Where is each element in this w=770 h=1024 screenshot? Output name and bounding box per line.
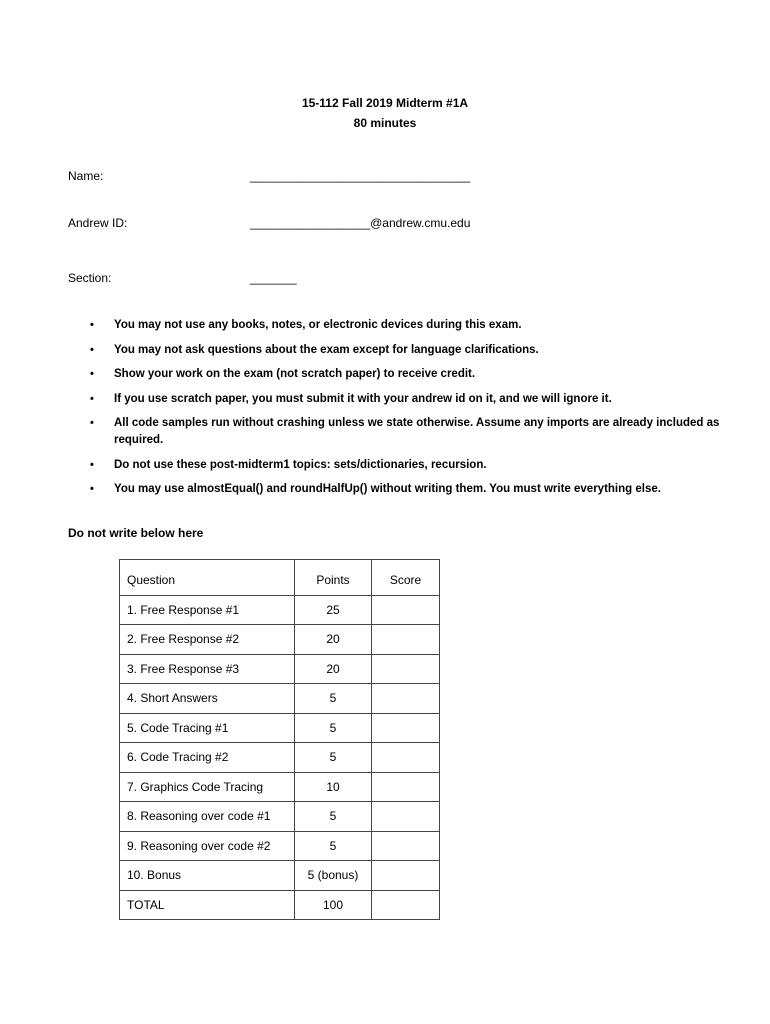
- rule-text: You may not ask questions about the exam except for language clarifications.: [114, 343, 539, 356]
- question-cell: 2. Free Response #2: [120, 625, 295, 655]
- question-cell: 9. Reasoning over code #2: [120, 831, 295, 861]
- points-cell: 25: [295, 595, 372, 625]
- exam-rules-list: [88, 317, 728, 506]
- bullet-icon: •: [90, 417, 94, 429]
- section-label: Section:: [68, 271, 112, 285]
- table-row: [120, 743, 440, 773]
- points-cell: 5: [295, 713, 372, 743]
- table-row: [120, 772, 440, 802]
- table-row: [120, 861, 440, 891]
- question-cell: 1. Free Response #1: [120, 595, 295, 625]
- exam-title: 15-112 Fall 2019 Midterm #1A: [301, 96, 469, 110]
- rule-item: [88, 366, 728, 383]
- question-cell: TOTAL: [120, 890, 295, 920]
- rule-item: [88, 457, 728, 474]
- table-row: [120, 802, 440, 832]
- score-cell[interactable]: [372, 713, 440, 743]
- rule-text: All code samples run without crashing unless we state otherwise. Assume any imports are already included as required.: [114, 417, 720, 446]
- rule-text: Do not use these post-midterm1 topics: sets/dictionaries, recursion.: [114, 458, 487, 471]
- andrew-id-field[interactable]: __________________@andrew.cmu.edu: [250, 216, 471, 230]
- score-cell[interactable]: [372, 684, 440, 714]
- score-cell[interactable]: [372, 772, 440, 802]
- column-header-score: Score: [372, 560, 440, 596]
- question-cell: 10. Bonus: [120, 861, 295, 891]
- table-row: [120, 831, 440, 861]
- exam-duration: 80 minutes: [353, 116, 417, 130]
- points-cell: 5: [295, 684, 372, 714]
- points-cell: 5 (bonus): [295, 861, 372, 891]
- score-cell[interactable]: [372, 861, 440, 891]
- question-cell: 6. Code Tracing #2: [120, 743, 295, 773]
- name-label: Name:: [68, 169, 104, 183]
- table-row: [120, 595, 440, 625]
- question-cell: 8. Reasoning over code #1: [120, 802, 295, 832]
- rule-item: [88, 317, 728, 334]
- question-cell: 5. Code Tracing #1: [120, 713, 295, 743]
- points-cell: 5: [295, 831, 372, 861]
- points-cell: 5: [295, 802, 372, 832]
- section-field[interactable]: _______: [250, 271, 297, 285]
- score-cell[interactable]: [372, 831, 440, 861]
- rule-item: [88, 342, 728, 359]
- rule-text: You may use almostEqual() and roundHalfUp() without writing them. You must write everything else.: [114, 483, 661, 495]
- rule-item: [88, 481, 728, 498]
- column-header-question: Question: [120, 560, 295, 596]
- table-row: [120, 713, 440, 743]
- question-cell: 7. Graphics Code Tracing: [120, 772, 295, 802]
- table-header-row: [120, 560, 440, 596]
- table-row-total: [120, 890, 440, 920]
- table-row: [120, 625, 440, 655]
- question-cell: 3. Free Response #3: [120, 654, 295, 684]
- points-cell: 10: [295, 772, 372, 802]
- rule-text: If you use scratch paper, you must submit it with your andrew id on it, and we will ignore it.: [114, 392, 612, 405]
- rule-item: [88, 391, 728, 408]
- bullet-icon: •: [90, 483, 94, 495]
- score-cell[interactable]: [372, 890, 440, 920]
- score-cell[interactable]: [372, 625, 440, 655]
- points-cell: 5: [295, 743, 372, 773]
- bullet-icon: •: [90, 392, 94, 405]
- bullet-icon: •: [90, 458, 94, 471]
- bullet-icon: •: [90, 343, 94, 356]
- bullet-icon: •: [90, 319, 94, 331]
- grader-note: Do not write below here: [68, 526, 204, 540]
- score-cell[interactable]: [372, 802, 440, 832]
- column-header-points: Points: [295, 560, 372, 596]
- andrew-id-label: Andrew ID:: [68, 216, 128, 230]
- rule-item: [88, 415, 728, 449]
- score-table: [119, 559, 440, 920]
- table-row: [120, 654, 440, 684]
- points-cell: 20: [295, 625, 372, 655]
- score-cell[interactable]: [372, 743, 440, 773]
- name-field[interactable]: _________________________________: [250, 169, 471, 183]
- question-cell: 4. Short Answers: [120, 684, 295, 714]
- rule-text: You may not use any books, notes, or electronic devices during this exam.: [114, 319, 522, 331]
- points-cell: 20: [295, 654, 372, 684]
- score-cell[interactable]: [372, 654, 440, 684]
- rule-text: Show your work on the exam (not scratch paper) to receive credit.: [114, 368, 476, 380]
- score-cell[interactable]: [372, 595, 440, 625]
- bullet-icon: •: [90, 368, 94, 380]
- points-cell: 100: [295, 890, 372, 920]
- table-row: [120, 684, 440, 714]
